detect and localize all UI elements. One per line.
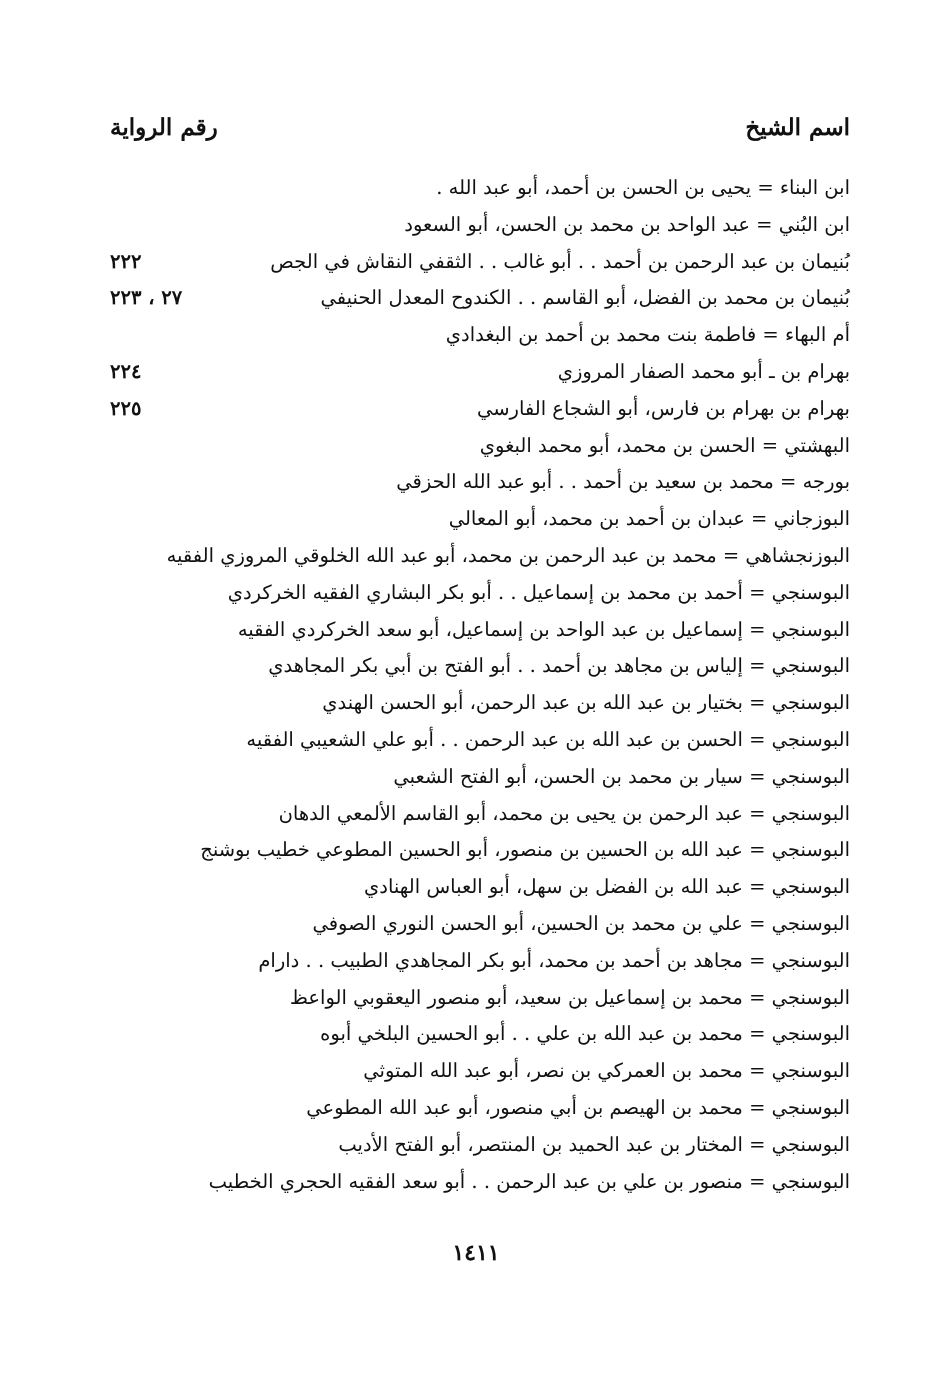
entry-number: ٢٢٢ [110, 249, 142, 273]
list-item [110, 538, 850, 575]
entry-name: بُنيمان بن عبد الرحمن بن أحمد . . أبو غالب . . الثقفي النقاش في الجص [270, 249, 850, 273]
list-item [110, 244, 850, 281]
list-item [110, 1016, 850, 1053]
entry-name: البوسنجي = محمد بن إسماعيل بن سعيد، أبو منصور اليعقوبي الواعظ [289, 985, 850, 1009]
list-item [110, 943, 850, 980]
entry-name: البوسنجي = محمد بن العمركي بن نصر، أبو عبد الله المتوثي [363, 1059, 850, 1083]
entry-name: البوسنجي = عبد الله بن الفضل بن سهل، أبو العباس الهنادي [364, 875, 850, 899]
entry-name: البهشتي = الحسن بن محمد، أبو محمد البغوي [479, 433, 850, 457]
entry-number: ٢٢٥ [110, 396, 142, 420]
entry-name: ابن البناء = يحيى بن الحسن بن أحمد، أبو عبد الله . [436, 176, 850, 199]
list-item [110, 354, 850, 391]
entry-name: بُنيمان بن محمد بن الفضل، أبو القاسم . . الكندوح المعدل الحنيفي [320, 286, 850, 310]
entry-name: البوسنجي = المختار بن عبد الحميد بن المنتصر، أبو الفتح الأديب [338, 1132, 850, 1156]
entry-name: بهرام بن ـ أبو محمد الصفار المروزي [557, 359, 850, 383]
entry-list [110, 170, 850, 1200]
page-number: ١٤١١ [452, 1240, 500, 1266]
entry-name: أم البهاء = فاطمة بنت محمد بن أحمد بن البغدادي [445, 323, 850, 347]
list-item [110, 464, 850, 501]
entry-name: البوسنجي = منصور بن علي بن عبد الرحمن . . أبو سعد الفقيه الحجري الخطيب [208, 1169, 850, 1193]
list-item [110, 280, 850, 317]
name-column-header: اسم الشيخ [745, 114, 850, 141]
list-item [110, 685, 850, 722]
list-item [110, 1127, 850, 1164]
column-headers [110, 114, 850, 148]
number-column-header: رقم الرواية [110, 114, 218, 141]
list-item [110, 575, 850, 612]
list-item [110, 1164, 850, 1201]
entry-name: بهرام بن بهرام بن فارس، أبو الشجاع الفارسي [476, 396, 850, 420]
entry-name: البوسنجي = سيار بن محمد بن الحسن، أبو الفتح الشعبي [393, 764, 850, 788]
list-item [110, 906, 850, 943]
list-item [110, 501, 850, 538]
entry-name: البوزجاني = عبدان بن أحمد بن محمد، أبو المعالي [448, 507, 850, 531]
list-item [110, 1090, 850, 1127]
entry-name: البوسنجي = محمد بن عبد الله بن علي . . أبو الحسين البلخي أبوه [320, 1022, 850, 1046]
list-item [110, 1053, 850, 1090]
list-item [110, 796, 850, 833]
list-item [110, 832, 850, 869]
entry-name: بورجه = محمد بن سعيد بن أحمد . . أبو عبد الله الحزقي [396, 470, 850, 494]
entry-name: البوسنجي = أحمد بن محمد بن إسماعيل . . أبو بكر البشاري الفقيه الخركردي [227, 580, 850, 604]
entry-name: ابن البُني = عبد الواحد بن محمد بن الحسن، أبو السعود [404, 212, 850, 236]
entry-name: البوسنجي = إلياس بن مجاهد بن أحمد . . أبو الفتح بن أبي بكر المجاهدي [268, 654, 850, 678]
list-item [110, 207, 850, 244]
entry-number: ٢٢٤ [110, 359, 142, 383]
entry-number: ٢٧ ، ٢٢٣ [110, 286, 183, 310]
entry-name: البوزنجشاهي = محمد بن عبد الرحمن بن محمد، أبو عبد الله الخلوقي المروزي الفقيه [166, 543, 850, 567]
list-item [110, 428, 850, 465]
list-item [110, 648, 850, 685]
entry-name: البوسنجي = علي بن محمد بن الحسين، أبو الحسن النوري الصوفي [312, 911, 850, 935]
list-item [110, 170, 850, 207]
list-item [110, 612, 850, 649]
entry-name: البوسنجي = عبد الله بن الحسين بن منصور، أبو الحسين المطوعي خطيب بوشنج [200, 838, 850, 862]
entry-name: البوسنجي = مجاهد بن أحمد بن محمد، أبو بكر المجاهدي الطبيب . . دارام [258, 948, 850, 972]
list-item [110, 980, 850, 1017]
entry-name: البوسنجي = بختيار بن عبد الله بن عبد الرحمن، أبو الحسن الهندي [322, 691, 850, 715]
entry-name: البوسنجي = محمد بن الهيصم بن أبي منصور، أبو عبد الله المطوعي [306, 1095, 850, 1119]
entry-name: البوسنجي = الحسن بن عبد الله بن عبد الرحمن . . أبو علي الشعيبي الفقيه [246, 727, 850, 751]
list-item [110, 759, 850, 796]
list-item [110, 722, 850, 759]
entry-name: البوسنجي = إسماعيل بن عبد الواحد بن إسماعيل، أبو سعد الخركردي الفقيه [237, 617, 850, 641]
entry-name: البوسنجي = عبد الرحمن بن يحيى بن محمد، أبو القاسم الألمعي الدهان [278, 801, 850, 825]
list-item [110, 317, 850, 354]
list-item [110, 391, 850, 428]
list-item [110, 869, 850, 906]
